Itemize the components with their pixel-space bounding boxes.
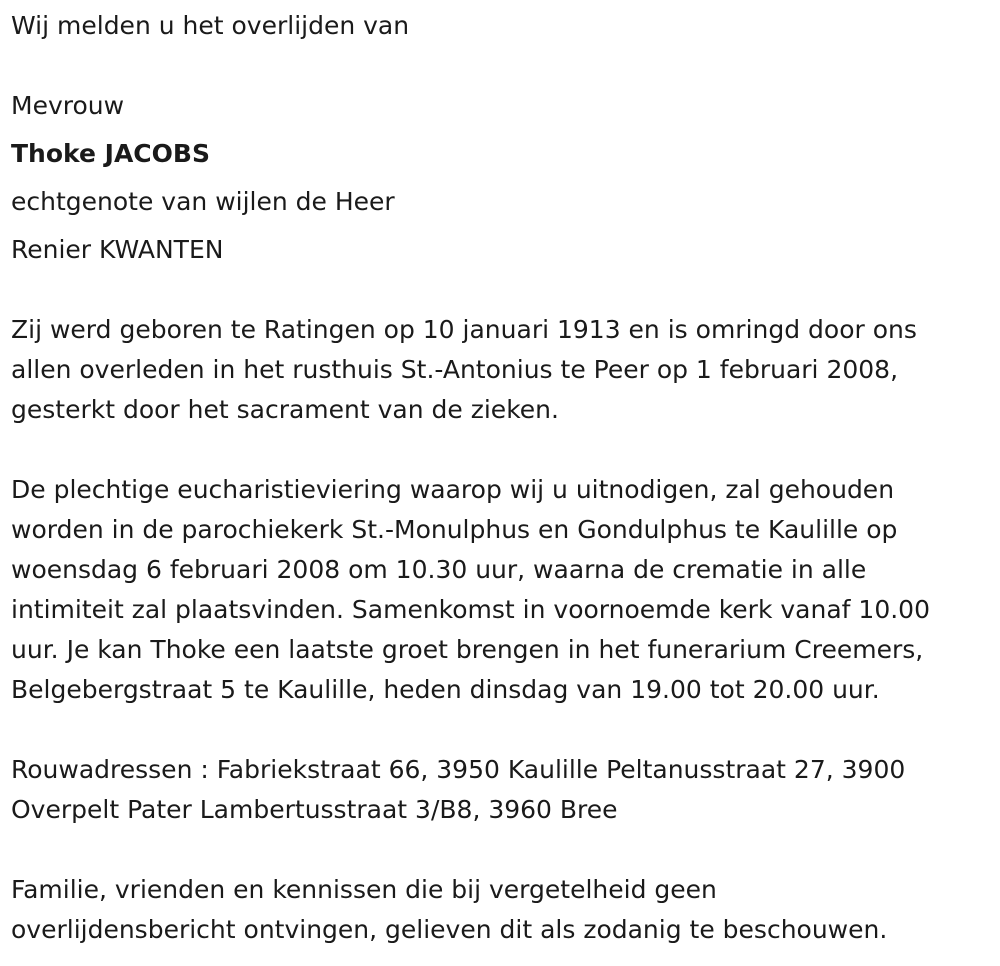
honorific: Mevrouw	[11, 91, 125, 120]
paragraph-line: uur. Je kan Thoke een laatste groet brengen in het funerarium Creemers,	[11, 635, 924, 664]
relation-line: echtgenote van wijlen de Heer	[11, 187, 395, 216]
paragraph-line: worden in de parochiekerk St.-Monulphus en Gondulphus te Kaulille op	[11, 515, 898, 544]
paragraph-line: De plechtige eucharistieviering waarop wij u uitnodigen, zal gehouden	[11, 475, 895, 504]
paragraph-line: Rouwadressen : Fabriekstraat 66, 3950 Kaulille Peltanusstraat 27, 3900	[11, 755, 906, 784]
intro-line: Wij melden u het overlijden van	[11, 11, 410, 40]
paragraph-line: Familie, vrienden en kennissen die bij vergetelheid geen	[11, 875, 717, 904]
paragraph-line: allen overleden in het rusthuis St.-Antonius te Peer op 1 februari 2008,	[11, 355, 899, 384]
closing-paragraph	[11, 870, 1000, 950]
spacer	[11, 46, 1000, 86]
ceremony-paragraph	[11, 470, 1000, 710]
paragraph-line: overlijdensbericht ontvingen, gelieven dit als zodanig te beschouwen.	[11, 915, 888, 944]
spouse-name: Renier KWANTEN	[11, 235, 224, 264]
spacer	[11, 830, 1000, 870]
paragraph-line: Overpelt Pater Lambertusstraat 3/B8, 3960 Bree	[11, 795, 618, 824]
spacer	[11, 270, 1000, 310]
birth-paragraph	[11, 310, 1000, 430]
paragraph-line: Zij werd geboren te Ratingen op 10 januari 1913 en is omringd door ons	[11, 315, 917, 344]
paragraph-line: woensdag 6 februari 2008 om 10.30 uur, waarna de crematie in alle	[11, 555, 867, 584]
paragraph-line: intimiteit zal plaatsvinden. Samenkomst in voornoemde kerk vanaf 10.00	[11, 595, 930, 624]
paragraph-line: gesterkt door het sacrament van de zieken.	[11, 395, 559, 424]
addresses-paragraph	[11, 750, 1000, 830]
spacer	[11, 710, 1000, 750]
spacer	[11, 430, 1000, 470]
paragraph-line: Belgebergstraat 5 te Kaulille, heden dinsdag van 19.00 tot 20.00 uur.	[11, 675, 880, 704]
deceased-name: Thoke JACOBS	[11, 139, 210, 168]
